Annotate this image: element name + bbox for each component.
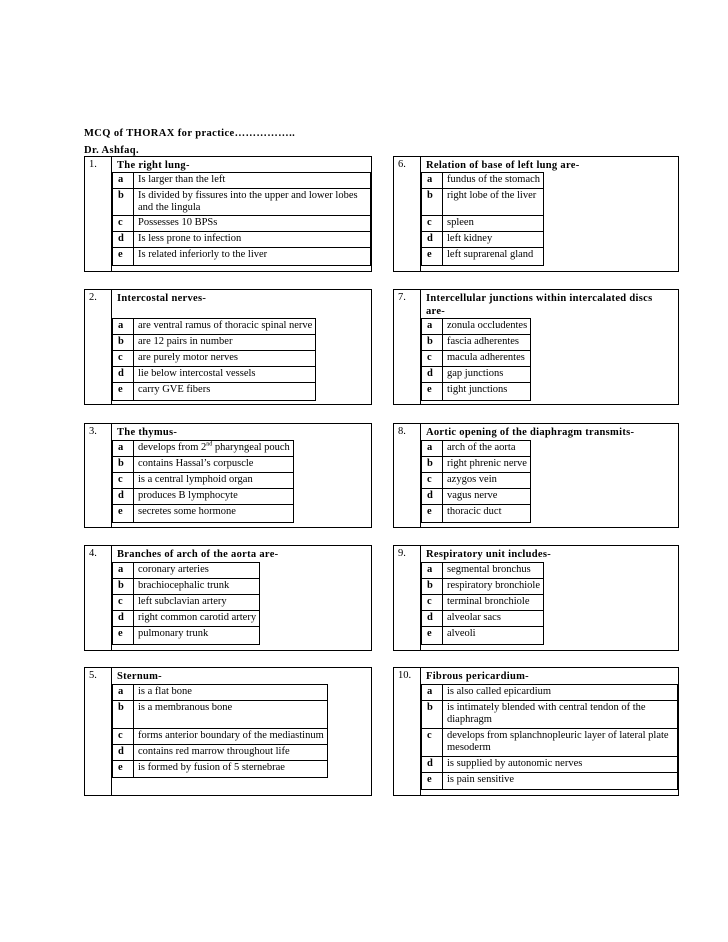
- option-key: b: [113, 701, 134, 729]
- option-key: c: [422, 216, 443, 232]
- option-text: is pain sensitive: [443, 773, 678, 790]
- question-10: [393, 667, 679, 796]
- question-stem: Aortic opening of the diaphragm transmits-: [426, 427, 635, 438]
- option-row: [422, 441, 531, 457]
- option-text: develops from splanchnopleuric layer of lateral plate mesoderm: [443, 729, 678, 757]
- options-table: [421, 440, 531, 523]
- option-row: [113, 441, 294, 457]
- option-text: is supplied by autonomic nerves: [443, 757, 678, 773]
- option-text-part: pharyngeal pouch: [212, 442, 290, 453]
- option-row: [422, 473, 531, 489]
- option-key: d: [113, 489, 134, 505]
- option-row: [422, 367, 531, 383]
- option-row: [422, 611, 544, 627]
- question-stem: Sternum-: [117, 671, 162, 682]
- option-row: [422, 757, 678, 773]
- option-row: [113, 351, 316, 367]
- option-row: [422, 595, 544, 611]
- ordinal-superscript: nd: [206, 441, 213, 448]
- question-number: 10.: [394, 668, 421, 795]
- question-number: 5.: [85, 668, 112, 795]
- option-text: secretes some hormone: [134, 505, 294, 523]
- option-row: [422, 319, 531, 335]
- options-table: [112, 440, 294, 523]
- option-row: [113, 595, 260, 611]
- options-table: [112, 562, 260, 645]
- option-key: d: [422, 232, 443, 248]
- option-row: [422, 489, 531, 505]
- option-key: c: [422, 351, 443, 367]
- option-key: a: [422, 685, 443, 701]
- option-key: a: [422, 441, 443, 457]
- document-author: Dr. Ashfaq.: [84, 145, 140, 156]
- option-key: e: [113, 627, 134, 645]
- option-row: [113, 457, 294, 473]
- question-stem: The thymus-: [117, 427, 178, 438]
- option-row: [113, 579, 260, 595]
- question-content: [112, 424, 371, 527]
- question-stem: Intercellular junctions within intercalated discs are-: [426, 293, 653, 317]
- options-table: [421, 172, 544, 266]
- option-text: forms anterior boundary of the mediastinum: [134, 729, 328, 745]
- option-key: e: [422, 505, 443, 523]
- option-text: contains red marrow throughout life: [134, 745, 328, 761]
- option-key: e: [422, 248, 443, 266]
- option-text: coronary arteries: [134, 563, 260, 579]
- option-key: d: [113, 611, 134, 627]
- option-row: [113, 335, 316, 351]
- document-title: MCQ of THORAX for practice……………..: [84, 128, 296, 139]
- option-row: [113, 505, 294, 523]
- option-text: left subclavian artery: [134, 595, 260, 611]
- question-content: [112, 157, 371, 271]
- option-key: b: [113, 579, 134, 595]
- option-text: are 12 pairs in number: [134, 335, 316, 351]
- option-row: [113, 383, 316, 401]
- option-row: [113, 367, 316, 383]
- option-row: [113, 173, 371, 189]
- option-row: [422, 505, 531, 523]
- option-text: is also called epicardium: [443, 685, 678, 701]
- option-text: gap junctions: [443, 367, 531, 383]
- question-content: [112, 546, 371, 650]
- option-text: alveolar sacs: [443, 611, 544, 627]
- question-stem: Fibrous pericardium-: [426, 671, 529, 682]
- option-row: [113, 611, 260, 627]
- option-text: zonula occludentes: [443, 319, 531, 335]
- question-1: [84, 156, 372, 272]
- option-text: right phrenic nerve: [443, 457, 531, 473]
- option-key: b: [422, 189, 443, 216]
- option-text: produces B lymphocyte: [134, 489, 294, 505]
- option-key: d: [422, 611, 443, 627]
- option-key: e: [113, 505, 134, 523]
- question-4: [393, 289, 679, 405]
- option-key: e: [113, 761, 134, 778]
- question-stem: Respiratory unit includes-: [426, 549, 552, 560]
- option-row: [422, 773, 678, 790]
- option-row: [422, 383, 531, 401]
- option-key: a: [113, 563, 134, 579]
- option-key: d: [422, 489, 443, 505]
- option-key: a: [113, 319, 134, 335]
- option-text: segmental bronchus: [443, 563, 544, 579]
- option-row: [422, 685, 678, 701]
- option-row: [113, 627, 260, 645]
- option-text: contains Hassal’s corpuscle: [134, 457, 294, 473]
- option-key: c: [113, 351, 134, 367]
- option-row: [422, 701, 678, 729]
- option-row: [422, 335, 531, 351]
- option-key: e: [113, 248, 134, 266]
- option-key: d: [113, 232, 134, 248]
- option-text: Is larger than the left: [134, 173, 371, 189]
- option-text: are purely motor nerves: [134, 351, 316, 367]
- question-9: [84, 667, 372, 796]
- option-text: arch of the aorta: [443, 441, 531, 457]
- option-text: is formed by fusion of 5 sternebrae: [134, 761, 328, 778]
- question-5: [84, 423, 372, 528]
- option-text: Is related inferiorly to the liver: [134, 248, 371, 266]
- option-row: [422, 563, 544, 579]
- option-text: right lobe of the liver: [443, 189, 544, 216]
- option-key: e: [422, 773, 443, 790]
- option-key: a: [422, 563, 443, 579]
- option-key: d: [113, 367, 134, 383]
- option-row: [422, 232, 544, 248]
- option-key: c: [422, 473, 443, 489]
- options-table: [112, 172, 371, 266]
- question-content: [421, 546, 678, 650]
- options-table: [421, 684, 678, 790]
- option-row: [422, 248, 544, 266]
- option-text: left suprarenal gland: [443, 248, 544, 266]
- option-text: right common carotid artery: [134, 611, 260, 627]
- option-row: [422, 216, 544, 232]
- question-content: [421, 290, 678, 404]
- option-key: e: [422, 383, 443, 401]
- option-text: Possesses 10 BPSs: [134, 216, 371, 232]
- question-content: [421, 157, 678, 271]
- option-key: b: [422, 579, 443, 595]
- option-text: left kidney: [443, 232, 544, 248]
- question-stem: Branches of arch of the aorta are-: [117, 549, 279, 560]
- options-table: [421, 318, 531, 401]
- option-text: tight junctions: [443, 383, 531, 401]
- option-text-part: develops from 2: [138, 442, 207, 453]
- option-row: [422, 729, 678, 757]
- option-row: [422, 627, 544, 645]
- question-number: 2.: [85, 290, 112, 404]
- option-text: macula adherentes: [443, 351, 531, 367]
- question-number: 9.: [394, 546, 421, 650]
- option-text: terminal bronchiole: [443, 595, 544, 611]
- option-text: vagus nerve: [443, 489, 531, 505]
- option-text: fascia adherentes: [443, 335, 531, 351]
- question-3: [84, 289, 372, 405]
- option-row: [113, 563, 260, 579]
- question-2: [393, 156, 679, 272]
- option-key: d: [422, 757, 443, 773]
- option-key: c: [113, 595, 134, 611]
- option-key: b: [422, 335, 443, 351]
- question-stem: The right lung-: [117, 160, 190, 171]
- option-key: a: [422, 319, 443, 335]
- option-key: a: [113, 173, 134, 189]
- option-key: b: [113, 189, 134, 216]
- options-table: [112, 318, 316, 401]
- option-row: [113, 729, 328, 745]
- option-row: [113, 761, 328, 778]
- option-text: fundus of the stomach: [443, 173, 544, 189]
- option-key: a: [113, 441, 134, 457]
- question-number: 6.: [394, 157, 421, 271]
- option-text: respiratory bronchiole: [443, 579, 544, 595]
- option-row: [113, 248, 371, 266]
- option-row: [113, 685, 328, 701]
- question-stem: Intercostal nerves-: [117, 293, 207, 304]
- option-key: b: [113, 335, 134, 351]
- options-table: [112, 684, 328, 778]
- option-row: [113, 701, 328, 729]
- option-key: b: [422, 701, 443, 729]
- option-key: c: [113, 473, 134, 489]
- option-row: [422, 579, 544, 595]
- option-text: pulmonary trunk: [134, 627, 260, 645]
- option-row: [422, 173, 544, 189]
- document-header: [84, 125, 295, 159]
- option-key: a: [113, 685, 134, 701]
- option-row: [422, 189, 544, 216]
- question-stem: Relation of base of left lung are-: [426, 160, 580, 171]
- option-text: is a membranous bone: [134, 701, 328, 729]
- question-content: [112, 290, 371, 404]
- option-key: c: [113, 216, 134, 232]
- option-text: is a flat bone: [134, 685, 328, 701]
- question-number: 8.: [394, 424, 421, 527]
- question-7: [84, 545, 372, 651]
- option-key: c: [422, 595, 443, 611]
- option-text: Is less prone to infection: [134, 232, 371, 248]
- option-text: azygos vein: [443, 473, 531, 489]
- option-key: e: [422, 627, 443, 645]
- option-row: [113, 232, 371, 248]
- question-number: 4.: [85, 546, 112, 650]
- options-table: [421, 562, 544, 645]
- option-row: [113, 319, 316, 335]
- option-key: d: [422, 367, 443, 383]
- option-text: carry GVE fibers: [134, 383, 316, 401]
- option-text: are ventral ramus of thoracic spinal nerve: [134, 319, 316, 335]
- option-text: spleen: [443, 216, 544, 232]
- option-row: [113, 489, 294, 505]
- option-row: [422, 457, 531, 473]
- option-row: [113, 189, 371, 216]
- question-content: [421, 668, 678, 795]
- question-number: 7.: [394, 290, 421, 404]
- question-number: 3.: [85, 424, 112, 527]
- question-content: [112, 668, 371, 795]
- question-number: 1.: [85, 157, 112, 271]
- option-text: [134, 441, 294, 457]
- option-text: Is divided by fissures into the upper and lower lobes and the lingula: [134, 189, 371, 216]
- question-8: [393, 545, 679, 651]
- option-row: [422, 351, 531, 367]
- option-text: thoracic duct: [443, 505, 531, 523]
- option-text: alveoli: [443, 627, 544, 645]
- option-key: a: [422, 173, 443, 189]
- option-text: is a central lymphoid organ: [134, 473, 294, 489]
- option-key: e: [113, 383, 134, 401]
- option-row: [113, 473, 294, 489]
- option-row: [113, 216, 371, 232]
- option-key: c: [113, 729, 134, 745]
- option-text: lie below intercostal vessels: [134, 367, 316, 383]
- option-row: [113, 745, 328, 761]
- question-content: [421, 424, 678, 527]
- option-key: d: [113, 745, 134, 761]
- option-text: is intimately blended with central tendon of the diaphragm: [443, 701, 678, 729]
- option-key: c: [422, 729, 443, 757]
- option-text: brachiocephalic trunk: [134, 579, 260, 595]
- option-key: b: [113, 457, 134, 473]
- option-key: b: [422, 457, 443, 473]
- question-6: [393, 423, 679, 528]
